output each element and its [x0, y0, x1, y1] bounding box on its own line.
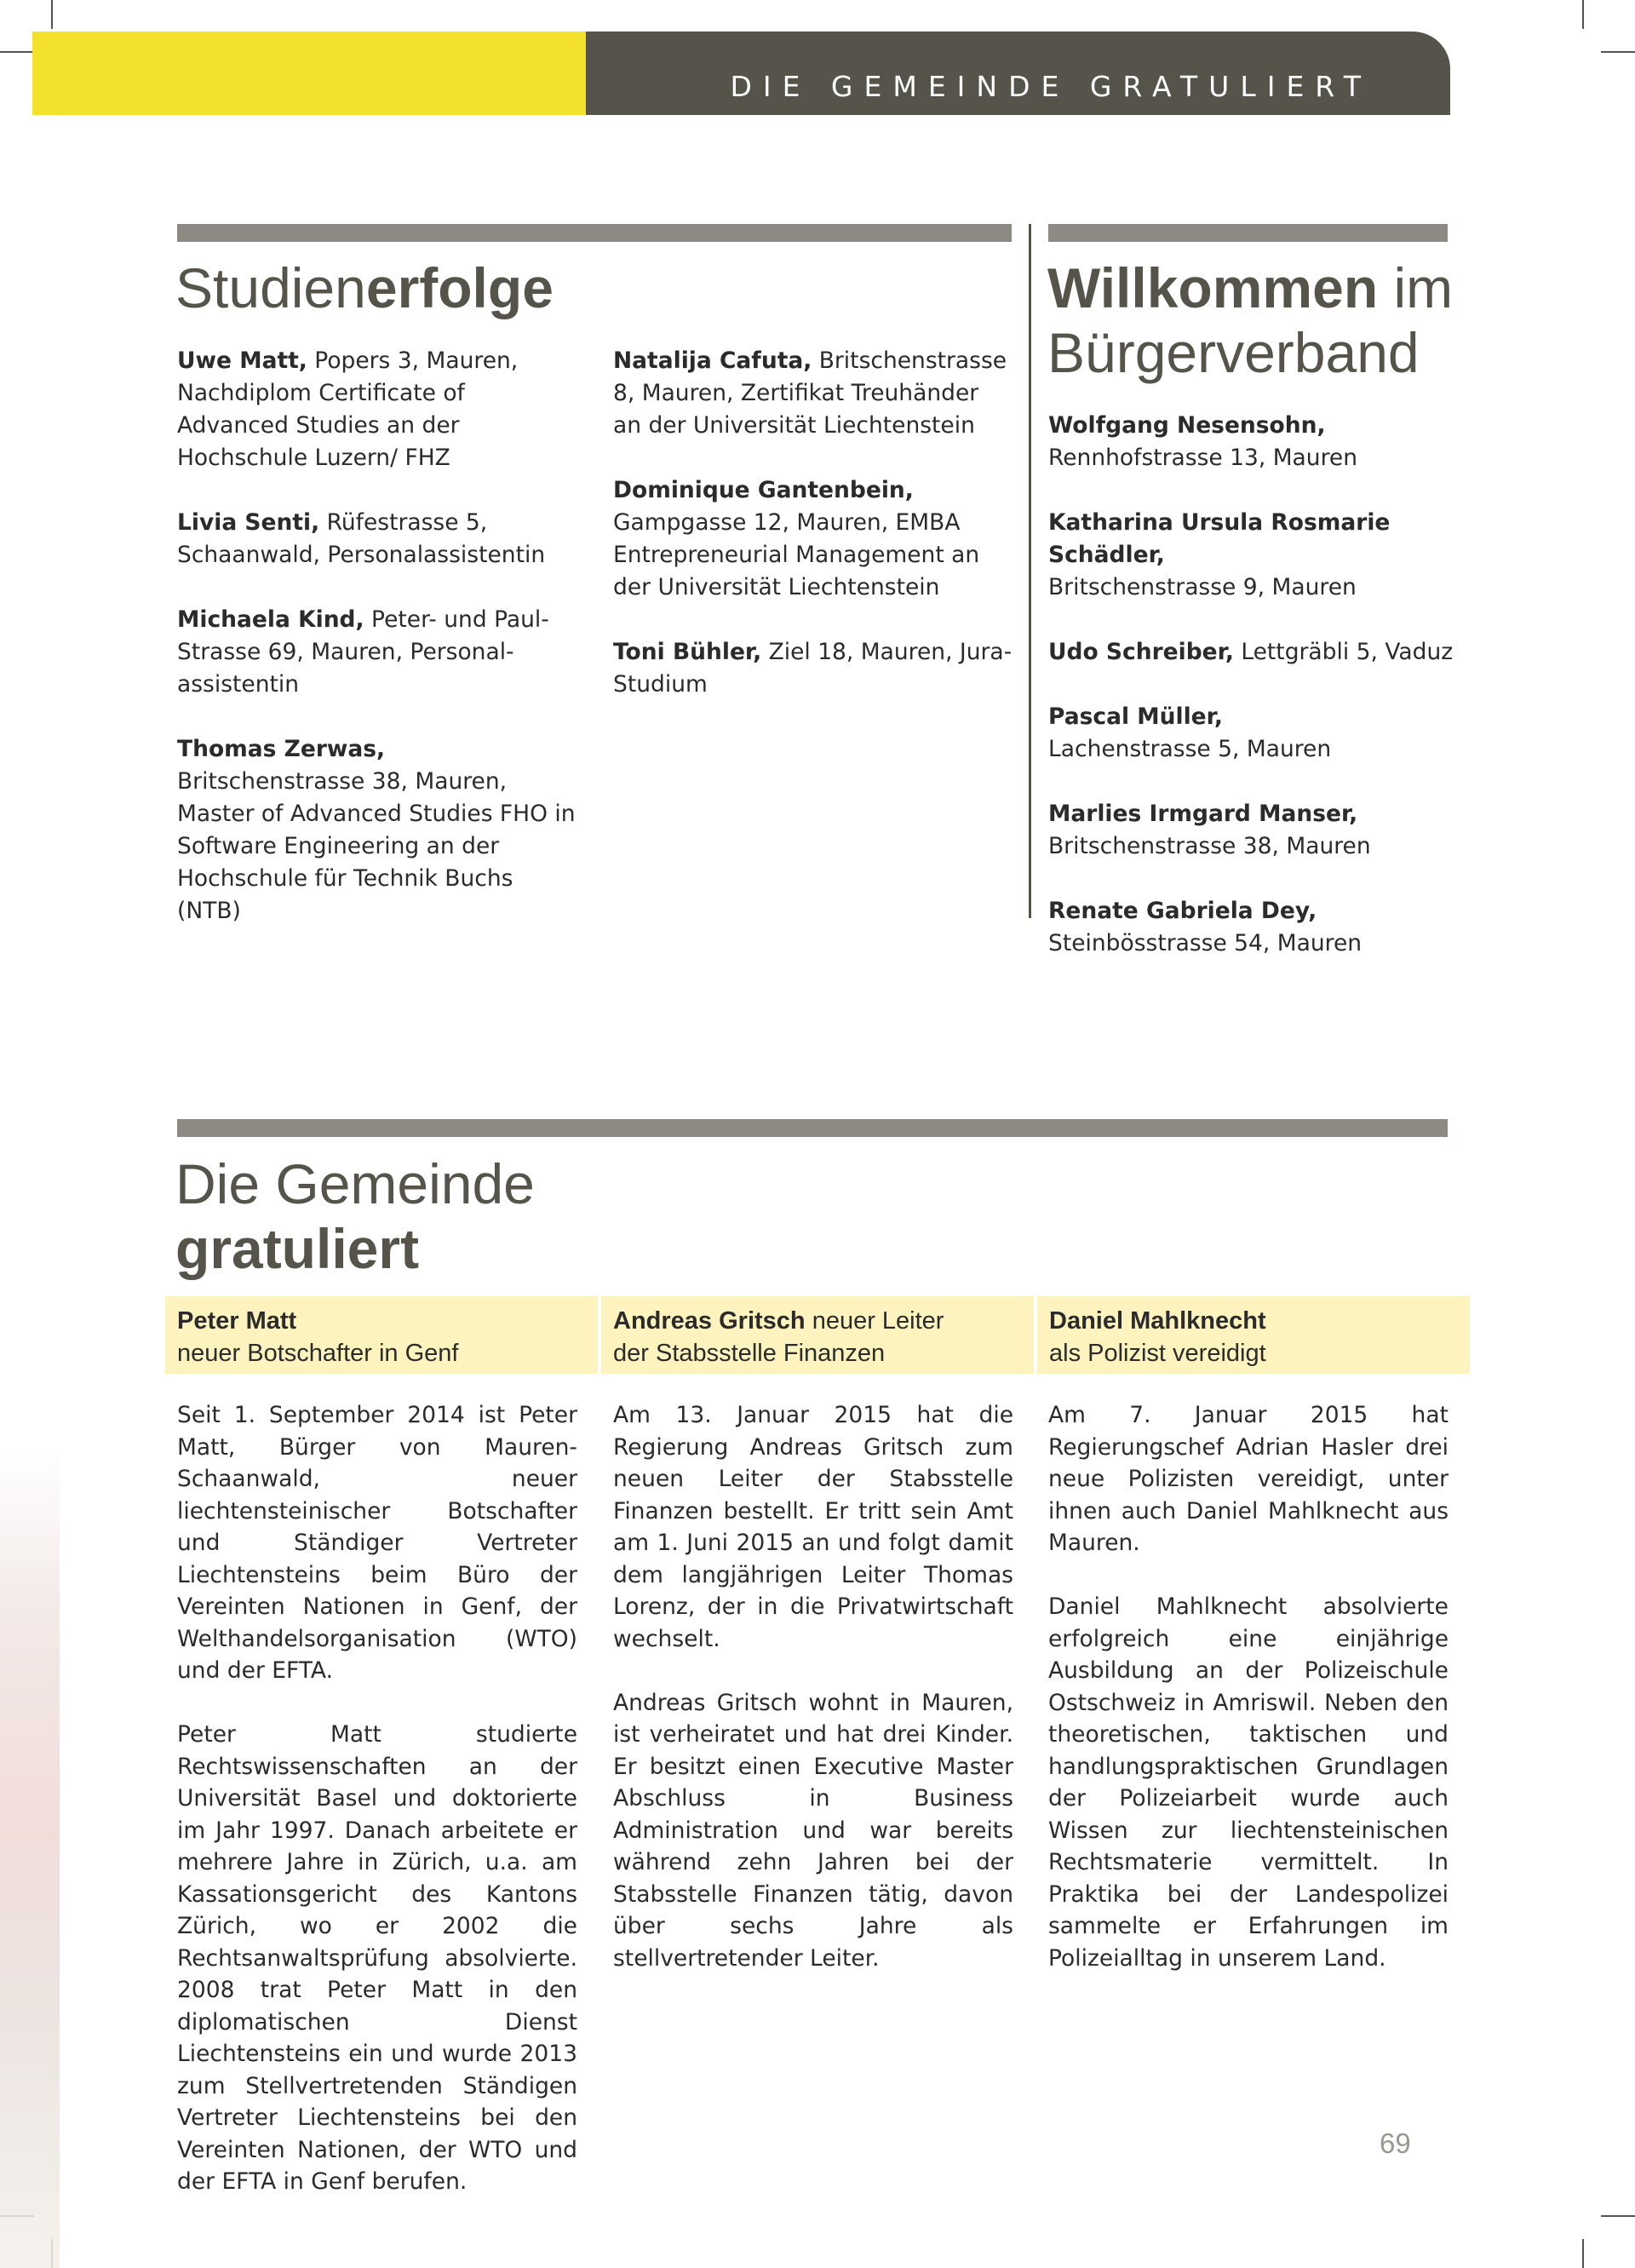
flower-photo-strip [0, 1448, 60, 2268]
article-paragraph: Am 7. Januar 2015 hat Regierungschef Adrian Hasler drei neue Polizisten vereidigt, unter ihnen auch Daniel Mahlknecht aus Mauren. [1048, 1402, 1449, 1556]
willkommen-entry: Pascal Müller, Lachenstrasse 5, Mauren [1048, 703, 1332, 762]
studien-entry: Natalija Cafuta, Britschenstrasse 8, Mauren, Zertifikat Treuhänder an der Universität Liechtenstein [613, 347, 1007, 439]
crop-mark [1601, 2215, 1635, 2217]
studien-column-2 [613, 345, 1013, 733]
column-divider [1029, 224, 1031, 918]
willkommen-entry: Katharina Ursula Rosmarie Schädler, Britschenstrasse 9, Mauren [1048, 509, 1391, 600]
headline-box-andreas-gritsch: Andreas Gritsch neuer Leiter der Stabsstelle Finanzen [601, 1296, 1034, 1374]
willkommen-entry: Marlies Irmgard Manser, Britschenstrasse 38, Mauren [1048, 801, 1371, 859]
gratuliert-title: Die Gemeinde gratuliert [175, 1152, 535, 1280]
willkommen-entry: Wolfgang Nesensohn, Rennhofstrasse 13, Mauren [1048, 412, 1358, 471]
crop-mark [1582, 0, 1584, 29]
studien-entry: Uwe Matt, Popers 3, Mauren, Nachdiplom Certificate of Advanced Studies an der Hochschule Luzern/ FHZ [177, 347, 519, 471]
studien-rule [177, 224, 1012, 242]
article-daniel-mahlknecht [1048, 1399, 1449, 2007]
page-number: 69 [1380, 2127, 1411, 2159]
article-paragraph: Am 13. Januar 2015 hat die Regierung Andreas Gritsch zum neuen Leiter der Stabsstelle Finanzen bestellt. Er tritt sein Amt am 1. Juni 2015 an und folgt damit dem langjährigen Leiter Thomas Lorenz, der in die Privatwirtschaft wechselt. [613, 1402, 1013, 1652]
studien-entry: Toni Bühler, Ziel 18, Mauren, Jura-Studium [613, 639, 1013, 698]
willkommen-title: Willkommen im Bürgerverband [1047, 256, 1454, 384]
willkommen-entry: Udo Schreiber, Lettgräbli 5, Vaduz [1048, 639, 1454, 665]
willkommen-list [1048, 410, 1457, 992]
crop-mark [0, 51, 34, 53]
studien-title: Studienerfolge [175, 256, 554, 319]
article-peter-matt [177, 1399, 577, 2230]
header-yellow-band [32, 32, 586, 115]
article-paragraph: Daniel Mahlknecht absolvierte erfolgreich eine einjährige Ausbildung an der Polizeischule Ostschweiz in Amriswil. Neben den theoretischen, taktischen und handlungspraktischen Grundlagen der Polizeiarbeit wurde auch Wissen zur liechtensteinischen Rechtsmaterie vermittelt. In Praktika bei der Landespolizei sammelte er Erfahrungen im Polizeialltag in unserem Land. [1048, 1593, 1449, 1972]
article-paragraph: Seit 1. September 2014 ist Peter Matt, Bürger von Mauren-Schaanwald, neuer liechtensteinischer Botschafter und Ständiger Vertreter Liechtensteins beim Büro der Vereinten Nationen in Genf, der Welthandelsorganisation (WTO) und der EFTA. [177, 1402, 577, 1684]
article-paragraph: Andreas Gritsch wohnt in Mauren, ist verheiratet und hat drei Kinder. Er besitzt einen Executive Master Abschluss in Business Administration und war bereits während zehn Jahren bei der Stabsstelle Finanzen tätig, davon über sechs Jahre als stellvertretender Leiter. [613, 1689, 1013, 1972]
studien-entry: Michaela Kind, Peter- und Paul-Strasse 69, Mauren, Personal-assistentin [177, 606, 549, 698]
studien-entry: Livia Senti, Rüfestrasse 5, Schaanwald, Personalassistentin [177, 509, 546, 568]
header-title: DIE GEMEINDE GRATULIERT [730, 70, 1372, 103]
crop-mark [51, 0, 53, 29]
crop-mark [1601, 51, 1635, 53]
header-band [586, 32, 1450, 115]
studien-entry: Dominique Gantenbein, Gampgasse 12, Mauren, EMBA Entrepreneurial Management an der Universität Liechtenstein [613, 477, 980, 600]
headline-box-peter-matt: Peter Matt neuer Botschafter in Genf [165, 1296, 598, 1374]
willkommen-rule [1048, 224, 1448, 242]
studien-column-1 [177, 345, 577, 960]
studien-entry: Thomas Zerwas, Britschenstrasse 38, Mauren, Master of Advanced Studies FHO in Software Engineering an der Hochschule für Technik Buchs (NTB) [177, 736, 576, 924]
willkommen-entry: Renate Gabriela Dey, Steinbösstrasse 54, Mauren [1048, 898, 1362, 956]
headline-box-daniel-mahlknecht: Daniel Mahlknecht als Polizist vereidigt [1037, 1296, 1470, 1374]
article-andreas-gritsch [613, 1399, 1013, 2007]
crop-mark [1582, 2239, 1584, 2268]
gratuliert-rule [177, 1119, 1448, 1137]
article-paragraph: Peter Matt studierte Rechtswissenschaften an der Universität Basel und doktorierte im Jahr 1997. Danach arbeitete er mehrere Jahre in Zürich, u.a. am Kassationsgericht des Kantons Zürich, wo er 2002 die Rechtsanwaltsprüfung absolvierte. 2008 trat Peter Matt in den diplomatischen Dienst Liechtensteins ein und wurde 2013 zum Stellvertretenden Ständigen Vertreter Liechtensteins bei den Vereinten Nationen, der WTO und der EFTA in Genf berufen. [177, 1721, 577, 2195]
